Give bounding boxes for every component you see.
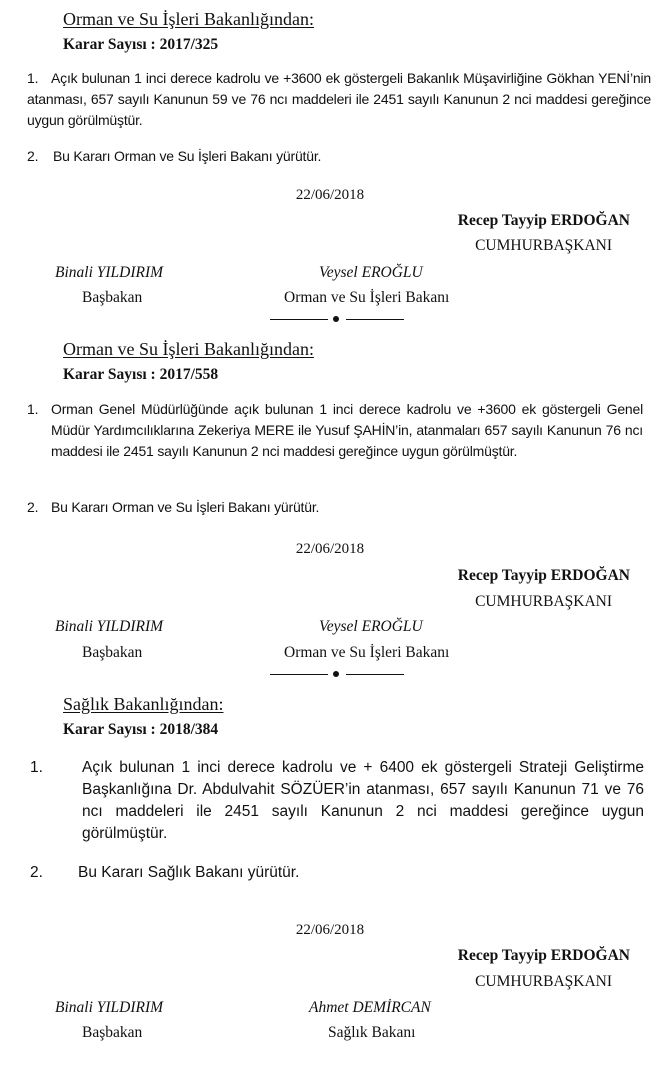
president-title: CUMHURBAŞKANI: [475, 973, 612, 990]
prime-minister-role: Başbakan: [82, 289, 143, 306]
decree-date: 22/06/2018: [295, 922, 365, 938]
ministry-heading: Orman ve Su İşleri Bakanlığından:: [63, 339, 314, 359]
item-text: Bu Kararı Orman ve Su İşleri Bakanı yürütür.: [53, 148, 322, 164]
item-number: 1.: [27, 70, 39, 86]
decision-number: Karar Sayısı : 2017/325: [63, 36, 219, 53]
ministry-heading: Sağlık Bakanlığından:: [63, 694, 224, 714]
decision-number: Karar Sayısı : 2018/384: [63, 721, 219, 738]
item-number: 2.: [30, 864, 43, 881]
decree-date: 22/06/2018: [295, 187, 365, 203]
ministry-heading: Orman ve Su İşleri Bakanlığından:: [63, 9, 314, 29]
minister-name: Ahmet DEMİRCAN: [309, 999, 431, 1016]
minister-name: Veysel EROĞLU: [319, 618, 423, 635]
decree-item: [30, 862, 644, 884]
minister-role: Sağlık Bakanı: [328, 1024, 416, 1041]
prime-minister-name: Binali YILDIRIM: [55, 618, 164, 635]
decree-item: [27, 68, 651, 131]
item-text: Bu Kararı Sağlık Bakanı yürütür.: [78, 864, 300, 881]
minister-role: Orman ve Su İşleri Bakanı: [284, 644, 450, 661]
item-text: Açık bulunan 1 inci derece kadrolu ve + 6400 ek göstergeli Strateji Geliştirme Başkanlığına Dr. Abdulvahit SÖZÜER’in atanması, 657 sayılı Kanunun 71 ve 76 ncı maddeleri ile 2451 sayılı Kanunun 2 nci maddesi gereğince uygun görülmüştür.: [82, 759, 644, 842]
item-number: 1.: [30, 759, 43, 776]
decree-item: [27, 146, 651, 167]
decree-date: 22/06/2018: [295, 541, 365, 557]
decree-item: [27, 399, 651, 483]
item-number: 2.: [27, 499, 39, 515]
item-number: 2.: [27, 148, 39, 164]
section-separator: [270, 314, 404, 324]
prime-minister-name: Binali YILDIRIM: [55, 999, 164, 1016]
minister-name: Veysel EROĞLU: [319, 264, 423, 281]
minister-role: Orman ve Su İşleri Bakanı: [284, 289, 450, 306]
item-text: Açık bulunan 1 inci derece kadrolu ve +3600 ek göstergeli Bakanlık Müşavirliğine Gökhan YENİ’nin atanması, 657 sayılı Kanunun 59 ve 76 ncı maddeleri ile 2451 sayılı Kanunun 2 nci maddesi gereğince uygun görülmüştür.: [27, 70, 651, 128]
section-separator: [270, 669, 404, 679]
prime-minister-role: Başbakan: [82, 1024, 143, 1041]
president-name: Recep Tayyip ERDOĞAN: [457, 947, 630, 964]
president-name: Recep Tayyip ERDOĞAN: [457, 212, 630, 229]
prime-minister-name: Binali YILDIRIM: [55, 264, 164, 281]
item-text: Orman Genel Müdürlüğünde açık bulunan 1 inci derece kadrolu ve +3600 ek göstergeli Genel Müdür Yardımcılıklarına Zekeriya MERE ile Yusuf ŞAHİN’in, atanmaları 657 sayılı Kanunun 76 ncı maddesi ile 2451 sayılı Kanunun 2 nci maddesi gereğince uygun görülmüştür.: [51, 401, 643, 459]
decision-number: Karar Sayısı : 2017/558: [63, 366, 219, 383]
prime-minister-role: Başbakan: [82, 644, 143, 661]
decree-item: [27, 497, 651, 518]
decree-item: [30, 757, 644, 845]
item-number: 1.: [27, 401, 39, 417]
president-title: CUMHURBAŞKANI: [475, 237, 612, 254]
president-name: Recep Tayyip ERDOĞAN: [457, 567, 630, 584]
president-title: CUMHURBAŞKANI: [475, 593, 612, 610]
item-text: Bu Kararı Orman ve Su İşleri Bakanı yürütür.: [51, 499, 320, 515]
